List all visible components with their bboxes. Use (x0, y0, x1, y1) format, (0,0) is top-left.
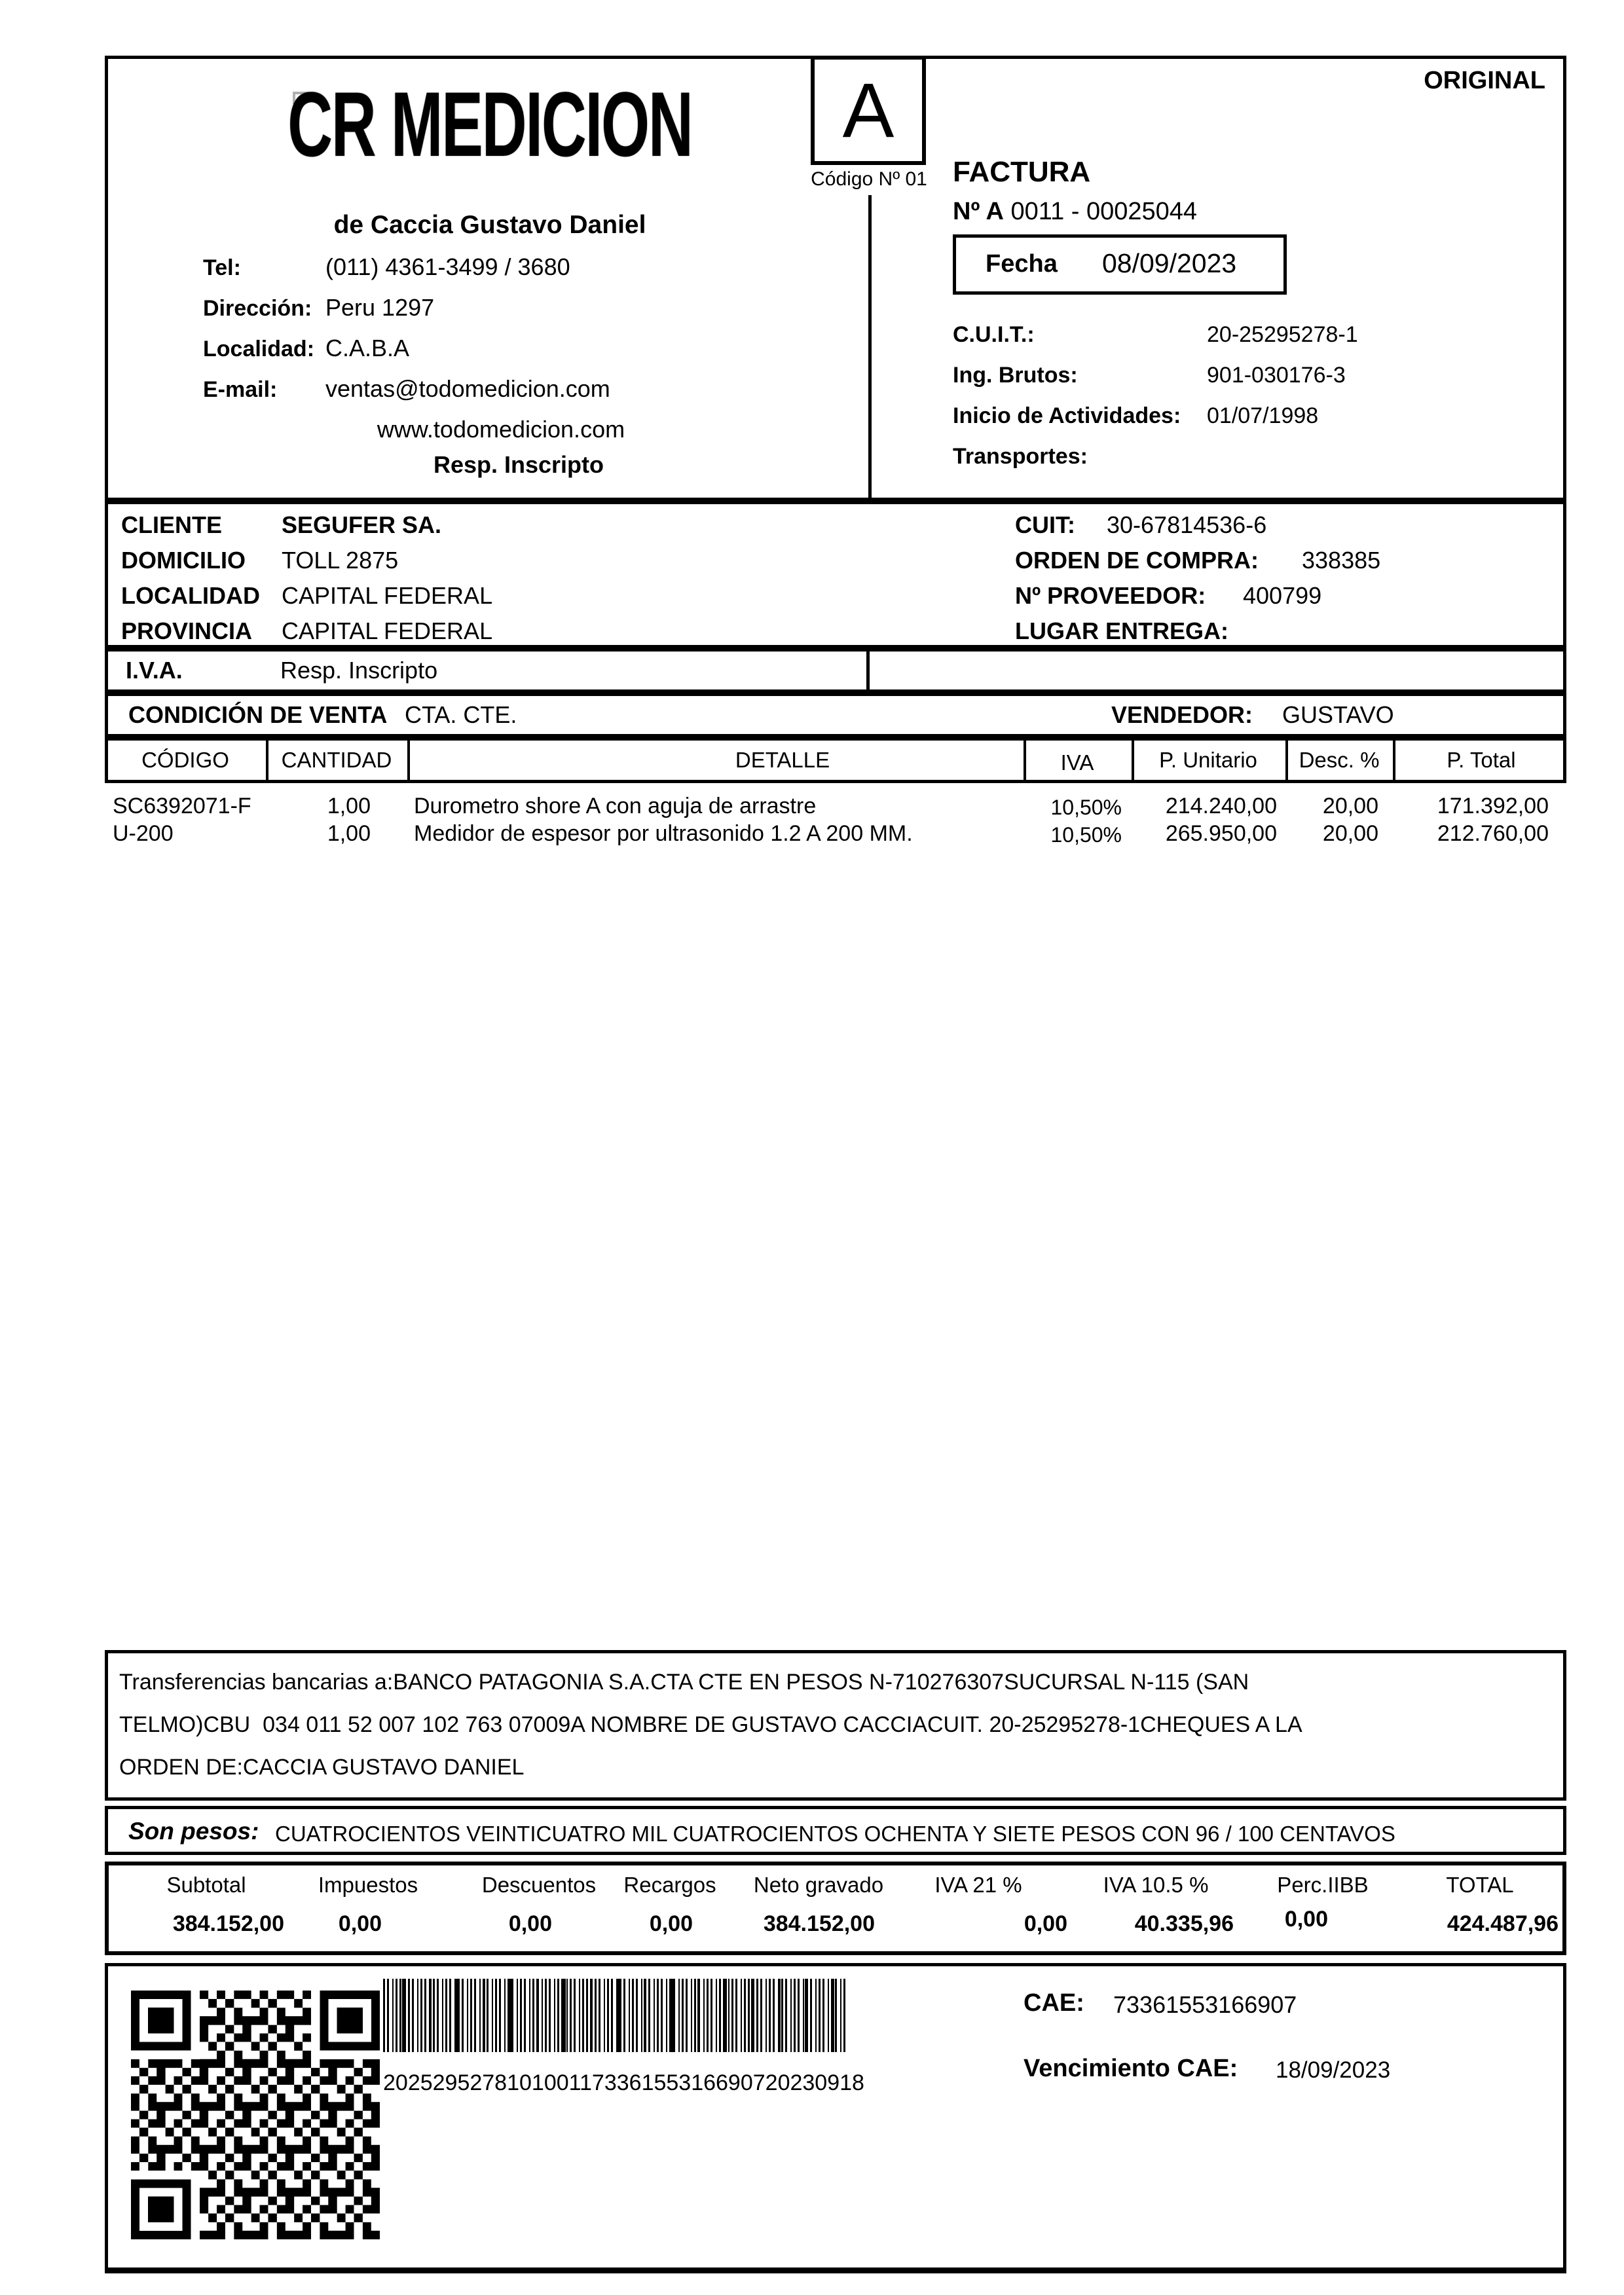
total-label-descuentos: Descuentos (481, 1873, 597, 1897)
fiscal-letter: A (842, 67, 895, 154)
total-label-neto-gravado: Neto gravado (753, 1873, 884, 1897)
total-label-iva21: IVA 21 % (934, 1873, 1022, 1897)
total-label-subtotal: Subtotal (166, 1873, 246, 1897)
transport-label: Transportes: (953, 444, 1088, 469)
item-unit-price: 214.240,00 (1165, 794, 1277, 818)
cae-due-value: 18/09/2023 (1276, 2057, 1391, 2083)
total-label-iva105: IVA 10.5 % (1103, 1873, 1209, 1897)
client-cuit-value: 30-67814536-6 (1107, 511, 1267, 538)
company-website: www.todomedicion.com (377, 416, 625, 443)
invoice-number-label: Nº A (953, 198, 1004, 225)
item-detail: Durometro shore A con aguja de arrastre (414, 794, 817, 818)
total-value-neto-gravado: 384.152,00 (763, 1911, 875, 1936)
client-address-value: TOLL 2875 (282, 547, 399, 574)
item-iva: 10,50% (1050, 796, 1122, 819)
th-quantity: CANTIDAD (281, 748, 392, 772)
client-cuit-label: CUIT: (1015, 511, 1075, 538)
item-discount: 20,00 (1322, 794, 1378, 818)
seller-value: GUSTAVO (1282, 701, 1394, 728)
total-value-recargos: 0,00 (649, 1911, 693, 1936)
amount-words-label: Son pesos: (128, 1818, 259, 1845)
cae-value: 73361553166907 (1113, 1991, 1297, 2018)
th-unit-price: P. Unitario (1159, 748, 1257, 772)
activity-start-label: Inicio de Actividades: (953, 403, 1181, 428)
invoice-number-space (1004, 198, 1011, 225)
delivery-place-label: LUGAR ENTREGA: (1015, 617, 1228, 644)
col-divider (1285, 737, 1288, 783)
item-discount: 20,00 (1322, 821, 1378, 846)
iva-value: Resp. Inscripto (280, 657, 438, 684)
col-divider (1132, 737, 1134, 783)
cae-label: CAE: (1024, 1989, 1084, 2017)
total-value-perciibb: 0,00 (1284, 1907, 1328, 1932)
total-label-total: TOTAL (1446, 1873, 1514, 1897)
copy-label: ORIGINAL (1424, 67, 1545, 94)
total-label-perciibb: Perc.IIBB (1277, 1873, 1369, 1897)
total-value-total: 424.487,96 (1447, 1911, 1559, 1936)
barcode-number: 202529527810100117336155316690720230918 (383, 2070, 864, 2095)
th-discount: Desc. % (1299, 748, 1380, 772)
purchase-order-value: 338385 (1302, 547, 1381, 574)
fiscal-letter-box (811, 56, 926, 165)
total-value-descuentos: 0,00 (508, 1911, 552, 1936)
purchase-order-label: ORDEN DE COMPRA: (1015, 547, 1259, 574)
email-label: E-mail: (203, 377, 278, 402)
date-value: 08/09/2023 (1102, 248, 1237, 278)
payment-note-line2: TELMO)CBU 034 011 52 007 102 763 07009A NOMBRE DE GUSTAVO CACCIACUIT. 20-25295278-1CHEQUES A LA (119, 1712, 1302, 1737)
client-province-label: PROVINCIA (121, 617, 253, 644)
email-value: ventas@todomedicion.com (325, 375, 610, 402)
client-province-value: CAPITAL FEDERAL (282, 617, 493, 644)
item-code: SC6392071-F (113, 794, 251, 818)
iibb-value: 901-030176-3 (1207, 363, 1346, 388)
sale-condition-value: CTA. CTE. (405, 701, 517, 728)
payment-note-line3: ORDEN DE:CACCIA GUSTAVO DANIEL (119, 1755, 525, 1780)
header-divider (868, 195, 872, 501)
total-value-impuestos: 0,00 (338, 1911, 382, 1936)
city-value: C.A.B.A (325, 335, 410, 361)
col-divider (407, 737, 410, 783)
invoice-number: 0011 - 00025044 (1010, 198, 1198, 225)
item-qty: 1,00 (327, 821, 371, 846)
seller-label: VENDEDOR: (1111, 701, 1253, 728)
item-iva: 10,50% (1050, 823, 1122, 847)
activity-start-value: 01/07/1998 (1207, 403, 1319, 428)
client-value: SEGUFER SA. (282, 511, 442, 538)
client-address-label: DOMICILIO (121, 547, 246, 574)
total-value-iva105: 40.335,96 (1134, 1911, 1234, 1936)
col-divider (1024, 737, 1026, 783)
col-divider (266, 737, 268, 783)
tel-label: Tel: (203, 255, 241, 280)
iibb-label: Ing. Brutos: (953, 363, 1078, 388)
company-owner: de Caccia Gustavo Daniel (333, 211, 646, 239)
item-unit-price: 265.950,00 (1165, 821, 1277, 846)
col-divider (1393, 737, 1395, 783)
payment-note-line1: Transferencias bancarias a:BANCO PATAGONIA S.A.CTA CTE EN PESOS N-710276307SUCURSAL N-115 (SAN (119, 1670, 1249, 1695)
iva-row-divider (866, 648, 870, 693)
barcode-icon (383, 1979, 846, 2052)
supplier-number-label: Nº PROVEEDOR: (1015, 582, 1206, 609)
amount-words-text: CUATROCIENTOS VEINTICUATRO MIL CUATROCIENTOS OCHENTA Y SIETE PESOS CON 96 / 100 CENTAVOS (275, 1822, 1395, 1846)
client-city-value: CAPITAL FEDERAL (282, 582, 493, 609)
item-total: 171.392,00 (1437, 794, 1549, 818)
document-type: FACTURA (953, 156, 1091, 188)
th-code: CÓDIGO (141, 748, 229, 772)
cuit-value: 20-25295278-1 (1207, 322, 1358, 347)
address-value: Peru 1297 (325, 294, 435, 321)
total-label-impuestos: Impuestos (318, 1873, 418, 1897)
item-code: U-200 (113, 821, 174, 846)
item-qty: 1,00 (327, 794, 371, 818)
th-total: P. Total (1447, 748, 1516, 772)
cuit-label: C.U.I.T.: (953, 322, 1035, 347)
date-label: Fecha (986, 250, 1058, 278)
client-label: CLIENTE (121, 511, 223, 538)
item-detail: Medidor de espesor por ultrasonido 1.2 A 200 MM. (414, 821, 913, 846)
city-label: Localidad: (203, 337, 315, 361)
total-label-recargos: Recargos (623, 1873, 716, 1897)
total-value-iva21: 0,00 (1024, 1911, 1067, 1936)
qr-code-icon (131, 1991, 380, 2239)
item-total: 212.760,00 (1437, 821, 1549, 846)
cae-due-label: Vencimiento CAE: (1024, 2055, 1238, 2082)
tel-value: (011) 4361-3499 / 3680 (325, 253, 570, 280)
company-logo: CR MEDICION (287, 73, 692, 175)
th-iva: IVA (1060, 750, 1094, 775)
company-tax-status: Resp. Inscripto (433, 451, 604, 478)
client-city-label: LOCALIDAD (121, 582, 260, 609)
sale-condition-label: CONDICIÓN DE VENTA (128, 701, 388, 728)
th-detail: DETALLE (735, 748, 830, 772)
supplier-number-value: 400799 (1243, 582, 1322, 609)
fiscal-letter-code: Código Nº 01 (811, 168, 927, 190)
iva-label: I.V.A. (126, 657, 183, 684)
total-value-subtotal: 384.152,00 (172, 1911, 284, 1936)
invoice-number-line (953, 198, 1197, 226)
address-label: Dirección: (203, 296, 312, 321)
